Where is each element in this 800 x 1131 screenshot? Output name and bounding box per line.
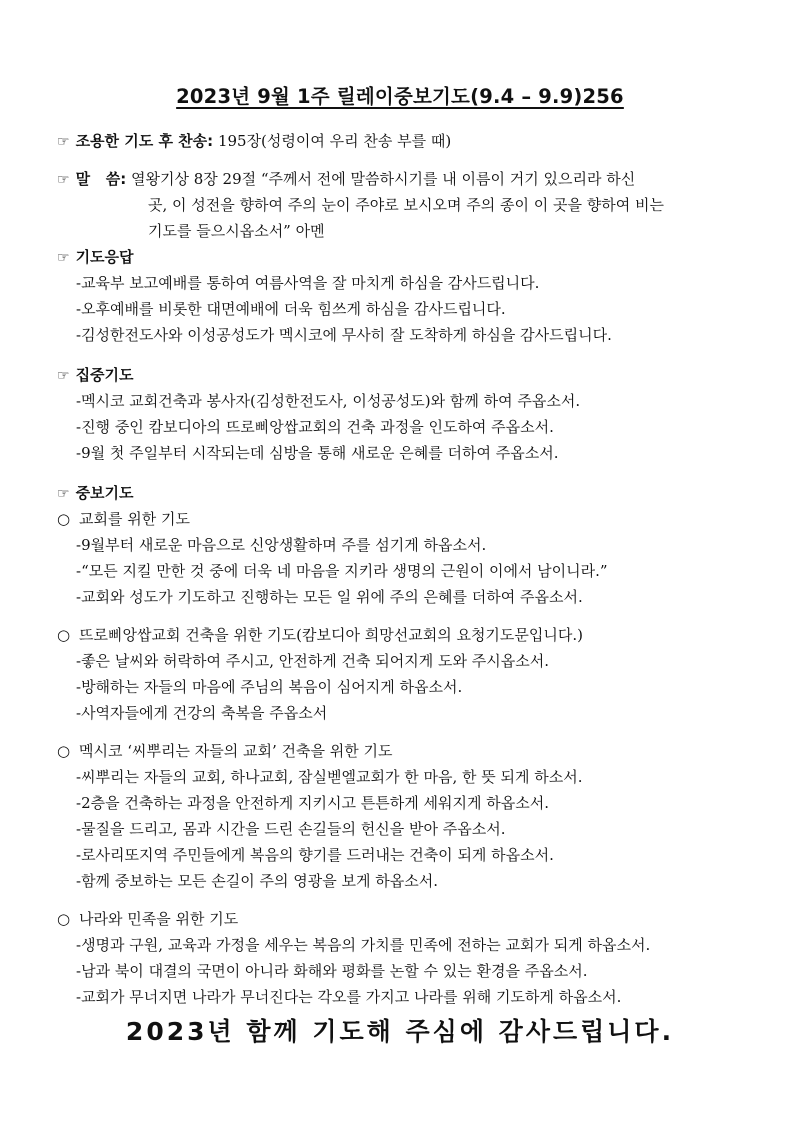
list-item: -김성한전도사와 이성공성도가 멕시코에 무사히 잘 도착하게 하심을 감사드립니다. — [76, 326, 612, 344]
group-heading-church: ○ 교회를 위한 기도 — [57, 506, 190, 532]
list-item: -남과 북이 대결의 국면이 아니라 화해와 평화를 논할 수 있는 환경을 주옵소서. — [76, 962, 588, 980]
pointing-hand-icon: ☞ — [57, 172, 70, 188]
list-item: -물질을 드리고, 몸과 시간을 드린 손길들의 헌신을 받아 주옵소서. — [76, 820, 506, 838]
group-heading-nation: ○ 나라와 민족을 위한 기도 — [57, 906, 238, 932]
intercession-heading: ☞ 중보기도 — [57, 484, 134, 502]
circle-bullet-icon: ○ — [57, 742, 71, 760]
list-item: -멕시코 교회건축과 봉사자(김성한전도사, 이성공성도)와 함께 하여 주옵소서. — [76, 392, 581, 410]
closing-message: 2023년 함께 기도해 주심에 감사드립니다. — [125, 1017, 675, 1046]
pointing-hand-icon: ☞ — [57, 134, 70, 150]
list-item: -사역자들에게 건강의 축복을 주옵소서 — [76, 704, 328, 722]
list-item: -교육부 보고예배를 통하여 여름사역을 잘 마치게 하심을 감사드립니다. — [76, 274, 540, 292]
list-item: -교회가 무너지면 나라가 무너진다는 각오를 가지고 나라를 위해 기도하게 하옵소서. — [76, 988, 622, 1006]
list-item: -9월부터 새로운 마음으로 신앙생활하며 주를 섬기게 하옵소서. — [76, 536, 487, 554]
answered-heading: ☞ 기도응답 — [57, 248, 134, 266]
pointing-hand-icon: ☞ — [57, 368, 70, 384]
scripture-line: 기도를 들으시옵소서” 아멘 — [148, 222, 325, 240]
list-item: -생명과 구원, 교육과 가정을 세우는 복음의 가치를 민족에 전하는 교회가 되게 하옵소서. — [76, 936, 651, 954]
circle-bullet-icon: ○ — [57, 910, 71, 928]
hymn-label: 조용한 기도 후 찬송: — [75, 132, 214, 150]
list-item: -진행 중인 캄보디아의 뜨로삐앙쌉교회의 건축 과정을 인도하여 주옵소서. — [76, 418, 554, 436]
scripture-line: 곳, 이 성전을 향하여 주의 눈이 주야로 보시오며 주의 종이 이 곳을 향하여 비는 — [148, 196, 664, 214]
list-item: -함께 중보하는 모든 손길이 주의 영광을 보게 하옵소서. — [76, 872, 438, 890]
list-item: -좋은 날씨와 허락하여 주시고, 안전하게 건축 되어지게 도와 주시옵소서. — [76, 652, 549, 670]
pointing-hand-icon: ☞ — [57, 250, 70, 266]
list-item: -오후예배를 비롯한 대면예배에 더욱 힘쓰게 하심을 감사드립니다. — [76, 300, 506, 318]
list-item: -교회와 성도가 기도하고 진행하는 모든 일 위에 주의 은혜를 더하여 주옵소서. — [76, 588, 583, 606]
scripture-label: 말 씀: — [75, 170, 127, 188]
document-title: 2023년 9월 1주 릴레이중보기도(9.4 – 9.9)256 — [176, 85, 624, 108]
circle-bullet-icon: ○ — [57, 510, 71, 528]
focus-heading: ☞ 집중기도 — [57, 366, 134, 384]
circle-bullet-icon: ○ — [57, 626, 71, 644]
list-item: -2층을 건축하는 과정을 안전하게 지키시고 튼튼하게 세워지게 하옵소서. — [76, 794, 549, 812]
pointing-hand-icon: ☞ — [57, 486, 70, 502]
list-item: -“모든 지킬 만한 것 중에 더욱 네 마음을 지키라 생명의 근원이 이에서 남이니라.” — [76, 562, 608, 580]
hymn-text: 195장(성령이여 우리 찬송 부를 때) — [217, 132, 452, 150]
list-item: -로사리또지역 주민들에게 복음의 향기를 드러내는 건축이 되게 하옵소서. — [76, 846, 554, 864]
group-heading-mexico: ○ 멕시코 ‘씨뿌리는 자들의 교회’ 건축을 위한 기도 — [57, 738, 392, 764]
hymn-row — [57, 128, 451, 155]
scripture-row — [57, 166, 635, 193]
list-item: -씨뿌리는 자들의 교회, 하나교회, 잠실벧엘교회가 한 마음, 한 뜻 되게 하소서. — [76, 768, 583, 786]
list-item: -9월 첫 주일부터 시작되는데 심방을 통해 새로운 은혜를 더하여 주옵소서. — [76, 444, 559, 462]
scripture-line: 열왕기상 8장 29절 “주께서 전에 말씀하시기를 내 이름이 거기 있으리라 하신 — [131, 170, 636, 188]
group-heading-cambodia: ○ 뜨로삐앙쌉교회 건축을 위한 기도(캄보디아 희망선교회의 요청기도문입니다.) — [57, 622, 583, 648]
list-item: -방해하는 자들의 마음에 주님의 복음이 심어지게 하옵소서. — [76, 678, 463, 696]
